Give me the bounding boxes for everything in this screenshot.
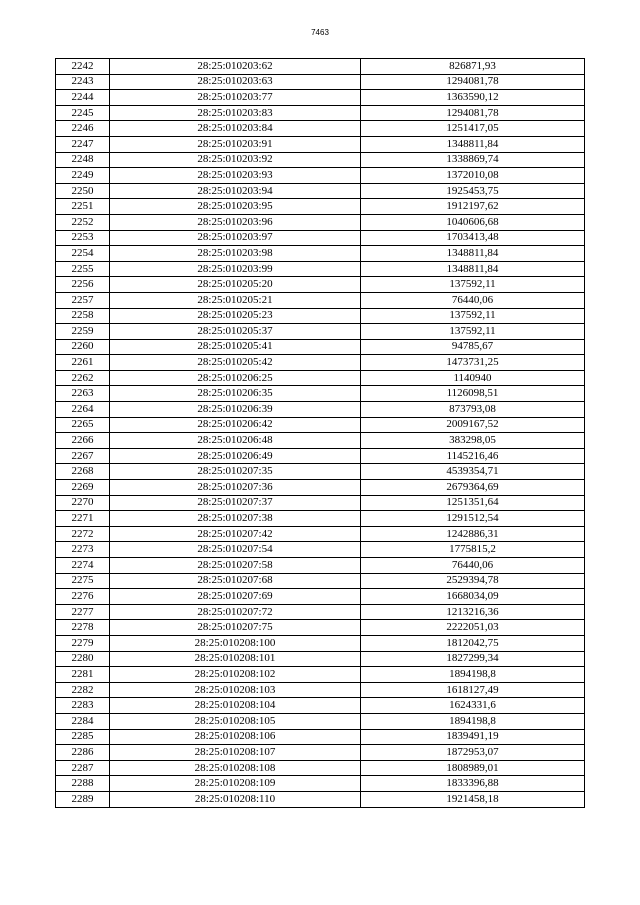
row-number-cell: 2283	[56, 698, 110, 714]
value-cell: 1213216,36	[361, 604, 585, 620]
row-number-cell: 2284	[56, 713, 110, 729]
value-cell: 137592,11	[361, 308, 585, 324]
table-row	[56, 370, 585, 386]
value-cell: 4539354,71	[361, 464, 585, 480]
table-row	[56, 511, 585, 527]
row-number-cell: 2247	[56, 136, 110, 152]
row-number-cell: 2254	[56, 246, 110, 262]
cadastral-number-cell: 28:25:010205:20	[110, 277, 361, 293]
table-row	[56, 105, 585, 121]
row-number-cell: 2272	[56, 526, 110, 542]
table-row	[56, 495, 585, 511]
value-cell: 1894198,8	[361, 713, 585, 729]
table-row	[56, 292, 585, 308]
table-row	[56, 136, 585, 152]
value-cell: 1251417,05	[361, 121, 585, 137]
cadastral-number-cell: 28:25:010208:106	[110, 729, 361, 745]
value-cell: 1812042,75	[361, 635, 585, 651]
value-cell: 76440,06	[361, 558, 585, 574]
row-number-cell: 2245	[56, 105, 110, 121]
row-number-cell: 2249	[56, 168, 110, 184]
table-row	[56, 386, 585, 402]
cadastral-number-cell: 28:25:010205:41	[110, 339, 361, 355]
cadastral-number-cell: 28:25:010207:36	[110, 480, 361, 496]
cadastral-number-cell: 28:25:010208:100	[110, 635, 361, 651]
cadastral-number-cell: 28:25:010203:83	[110, 105, 361, 121]
value-cell: 873793,08	[361, 402, 585, 418]
row-number-cell: 2279	[56, 635, 110, 651]
value-cell: 1624331,6	[361, 698, 585, 714]
cadastral-number-cell: 28:25:010203:96	[110, 214, 361, 230]
cadastral-number-cell: 28:25:010205:21	[110, 292, 361, 308]
table-row	[56, 433, 585, 449]
cadastral-number-cell: 28:25:010206:42	[110, 417, 361, 433]
value-cell: 1145216,46	[361, 448, 585, 464]
cadastral-number-cell: 28:25:010206:49	[110, 448, 361, 464]
row-number-cell: 2281	[56, 667, 110, 683]
table-row	[56, 168, 585, 184]
value-cell: 1294081,78	[361, 105, 585, 121]
table-row	[56, 448, 585, 464]
row-number-cell: 2250	[56, 183, 110, 199]
value-cell: 2222051,03	[361, 620, 585, 636]
table-row	[56, 402, 585, 418]
value-cell: 1126098,51	[361, 386, 585, 402]
table-row	[56, 261, 585, 277]
cadastral-number-cell: 28:25:010207:54	[110, 542, 361, 558]
cadastral-number-cell: 28:25:010207:35	[110, 464, 361, 480]
table-row	[56, 698, 585, 714]
table-row	[56, 324, 585, 340]
row-number-cell: 2285	[56, 729, 110, 745]
cadastral-number-cell: 28:25:010203:77	[110, 90, 361, 106]
value-cell: 1040606,68	[361, 214, 585, 230]
table-row	[56, 308, 585, 324]
cadastral-number-cell: 28:25:010203:92	[110, 152, 361, 168]
value-cell: 1618127,49	[361, 682, 585, 698]
row-number-cell: 2253	[56, 230, 110, 246]
table-row	[56, 589, 585, 605]
row-number-cell: 2265	[56, 417, 110, 433]
row-number-cell: 2269	[56, 480, 110, 496]
value-cell: 383298,05	[361, 433, 585, 449]
cadastral-number-cell: 28:25:010203:63	[110, 74, 361, 90]
value-cell: 1775815,2	[361, 542, 585, 558]
value-cell: 1251351,64	[361, 495, 585, 511]
cadastral-number-cell: 28:25:010208:105	[110, 713, 361, 729]
cadastral-number-cell: 28:25:010203:91	[110, 136, 361, 152]
row-number-cell: 2257	[56, 292, 110, 308]
value-cell: 1348811,84	[361, 246, 585, 262]
table-row	[56, 651, 585, 667]
table-row	[56, 558, 585, 574]
row-number-cell: 2252	[56, 214, 110, 230]
cadastral-number-cell: 28:25:010205:37	[110, 324, 361, 340]
table-row	[56, 745, 585, 761]
row-number-cell: 2256	[56, 277, 110, 293]
row-number-cell: 2255	[56, 261, 110, 277]
cadastral-number-cell: 28:25:010205:42	[110, 355, 361, 371]
table-row	[56, 682, 585, 698]
value-cell: 1703413,48	[361, 230, 585, 246]
table-row	[56, 713, 585, 729]
cadastral-number-cell: 28:25:010208:107	[110, 745, 361, 761]
value-cell: 826871,93	[361, 59, 585, 75]
cadastral-number-cell: 28:25:010203:84	[110, 121, 361, 137]
row-number-cell: 2280	[56, 651, 110, 667]
cadastral-number-cell: 28:25:010208:104	[110, 698, 361, 714]
cadastral-number-cell: 28:25:010203:99	[110, 261, 361, 277]
row-number-cell: 2274	[56, 558, 110, 574]
table-row	[56, 121, 585, 137]
value-cell: 1827299,34	[361, 651, 585, 667]
table-row	[56, 480, 585, 496]
cadastral-number-cell: 28:25:010207:58	[110, 558, 361, 574]
table-row	[56, 729, 585, 745]
row-number-cell: 2270	[56, 495, 110, 511]
row-number-cell: 2287	[56, 760, 110, 776]
table-row	[56, 417, 585, 433]
cadastral-number-cell: 28:25:010208:101	[110, 651, 361, 667]
value-cell: 137592,11	[361, 277, 585, 293]
value-cell: 1808989,01	[361, 760, 585, 776]
table-row	[56, 776, 585, 792]
row-number-cell: 2282	[56, 682, 110, 698]
value-cell: 1839491,19	[361, 729, 585, 745]
row-number-cell: 2268	[56, 464, 110, 480]
cadastral-number-cell: 28:25:010203:62	[110, 59, 361, 75]
table-row	[56, 635, 585, 651]
cadastral-number-cell: 28:25:010203:93	[110, 168, 361, 184]
cadastral-number-cell: 28:25:010207:68	[110, 573, 361, 589]
table-row	[56, 339, 585, 355]
value-cell: 2009167,52	[361, 417, 585, 433]
value-cell: 1833396,88	[361, 776, 585, 792]
row-number-cell: 2258	[56, 308, 110, 324]
cadastral-number-cell: 28:25:010208:102	[110, 667, 361, 683]
table-row	[56, 74, 585, 90]
row-number-cell: 2243	[56, 74, 110, 90]
value-cell: 1894198,8	[361, 667, 585, 683]
cadastral-number-cell: 28:25:010203:94	[110, 183, 361, 199]
cadastral-number-cell: 28:25:010208:103	[110, 682, 361, 698]
table-row	[56, 573, 585, 589]
row-number-cell: 2271	[56, 511, 110, 527]
row-number-cell: 2261	[56, 355, 110, 371]
row-number-cell: 2248	[56, 152, 110, 168]
value-cell: 1242886,31	[361, 526, 585, 542]
cadastral-number-cell: 28:25:010206:25	[110, 370, 361, 386]
table-row	[56, 214, 585, 230]
value-cell: 1668034,09	[361, 589, 585, 605]
row-number-cell: 2242	[56, 59, 110, 75]
value-cell: 2679364,69	[361, 480, 585, 496]
value-cell: 1140940	[361, 370, 585, 386]
value-cell: 1872953,07	[361, 745, 585, 761]
value-cell: 1291512,54	[361, 511, 585, 527]
value-cell: 1348811,84	[361, 136, 585, 152]
table-row	[56, 620, 585, 636]
cadastral-number-cell: 28:25:010207:38	[110, 511, 361, 527]
cadastral-number-cell: 28:25:010207:75	[110, 620, 361, 636]
row-number-cell: 2264	[56, 402, 110, 418]
table-row	[56, 90, 585, 106]
row-number-cell: 2289	[56, 791, 110, 807]
page-number: 7463	[311, 28, 329, 37]
cadastral-number-cell: 28:25:010206:35	[110, 386, 361, 402]
cadastral-number-cell: 28:25:010208:108	[110, 760, 361, 776]
row-number-cell: 2267	[56, 448, 110, 464]
table-row	[56, 277, 585, 293]
table-row	[56, 542, 585, 558]
cadastral-number-cell: 28:25:010206:39	[110, 402, 361, 418]
table-row	[56, 791, 585, 807]
value-cell: 1338869,74	[361, 152, 585, 168]
cadastral-number-cell: 28:25:010207:37	[110, 495, 361, 511]
row-number-cell: 2262	[56, 370, 110, 386]
row-number-cell: 2275	[56, 573, 110, 589]
row-number-cell: 2246	[56, 121, 110, 137]
cadastral-number-cell: 28:25:010206:48	[110, 433, 361, 449]
table-row	[56, 183, 585, 199]
cadastral-number-cell: 28:25:010208:109	[110, 776, 361, 792]
value-cell: 1348811,84	[361, 261, 585, 277]
row-number-cell: 2278	[56, 620, 110, 636]
row-number-cell: 2260	[56, 339, 110, 355]
table-body	[56, 59, 585, 808]
cadastral-number-cell: 28:25:010203:95	[110, 199, 361, 215]
table-row	[56, 59, 585, 75]
table-row	[56, 355, 585, 371]
row-number-cell: 2266	[56, 433, 110, 449]
row-number-cell: 2244	[56, 90, 110, 106]
value-cell: 137592,11	[361, 324, 585, 340]
table-row	[56, 246, 585, 262]
value-cell: 1372010,08	[361, 168, 585, 184]
cadastral-number-cell: 28:25:010207:42	[110, 526, 361, 542]
table-row	[56, 199, 585, 215]
row-number-cell: 2251	[56, 199, 110, 215]
table-row	[56, 152, 585, 168]
row-number-cell: 2276	[56, 589, 110, 605]
row-number-cell: 2263	[56, 386, 110, 402]
row-number-cell: 2288	[56, 776, 110, 792]
row-number-cell: 2259	[56, 324, 110, 340]
row-number-cell: 2277	[56, 604, 110, 620]
value-cell: 1925453,75	[361, 183, 585, 199]
table-row	[56, 667, 585, 683]
table-row	[56, 230, 585, 246]
value-cell: 76440,06	[361, 292, 585, 308]
table-row	[56, 464, 585, 480]
cadastral-number-cell: 28:25:010208:110	[110, 791, 361, 807]
value-cell: 1921458,18	[361, 791, 585, 807]
cadastral-number-cell: 28:25:010203:98	[110, 246, 361, 262]
value-cell: 2529394,78	[361, 573, 585, 589]
cadastral-number-cell: 28:25:010205:23	[110, 308, 361, 324]
value-cell: 1473731,25	[361, 355, 585, 371]
cadastral-table	[55, 58, 585, 808]
value-cell: 1912197,62	[361, 199, 585, 215]
value-cell: 94785,67	[361, 339, 585, 355]
value-cell: 1294081,78	[361, 74, 585, 90]
cadastral-number-cell: 28:25:010207:69	[110, 589, 361, 605]
table-row	[56, 760, 585, 776]
cadastral-number-cell: 28:25:010203:97	[110, 230, 361, 246]
table-row	[56, 604, 585, 620]
row-number-cell: 2273	[56, 542, 110, 558]
table-row	[56, 526, 585, 542]
cadastral-number-cell: 28:25:010207:72	[110, 604, 361, 620]
row-number-cell: 2286	[56, 745, 110, 761]
value-cell: 1363590,12	[361, 90, 585, 106]
